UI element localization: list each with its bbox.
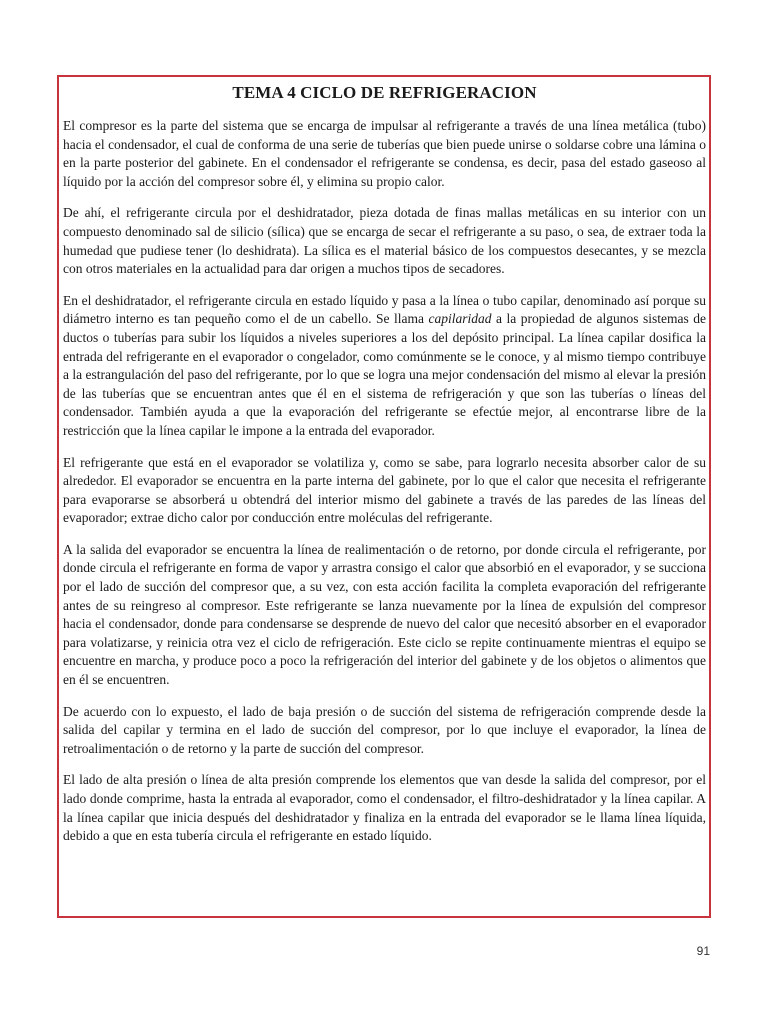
paragraph-evaporador: El refrigerante que está en el evaporador se volatiliza y, como se sabe, para lograrlo necesita absorber calor de su alrededor. El evaporador se encuentra en la parte interna del gabinete, por lo que el calor que necesita el refrigerante para evaporarse se absorberá u obtendrá del interior mismo del gabinete a través de las paredes de las líneas del evaporador; extrae dicho calor por conducción entre moléculas del refrigerante.	[63, 454, 706, 526]
paragraph-text: a la propiedad de algunos sistemas de ductos o tuberías para subir los líquidos a niveles superiores a los del depósito principal. La línea capilar dosifica la entrada del refrigerante en el evaporador o congelador, como comúnmente se le conoce, y al mismo tiempo contribuye a la estrangulación del paso del refrigerante, por lo que se logra una mejor condensación del mismo al elevar la presión de las tuberías que se encuentran antes que él en el sistema de refrigeración y que son las tuberías o líneas del condensador. También ayuda a que la evaporación del refrigerante se efectúe mejor, al encontrarse libre de la restricción que la línea capilar le impone a la entrada del evaporador.	[63, 311, 706, 438]
page-number: 91	[696, 944, 710, 958]
document-title: TEMA 4 CICLO DE REFRIGERACION	[232, 83, 537, 102]
content-frame	[57, 75, 711, 918]
paragraph-alta-presion: El lado de alta presión o línea de alta presión comprende los elementos que van desde la salida del compresor, por el lado donde comprime, hasta la entrada al evaporador, como el condensador, el filtro-deshidratador y la línea capilar. A la línea capilar que inicia después del deshidratador y finaliza en la entrada del evaporador se le llama línea líquida, debido a que en esta tubería circula el refrigerante en estado líquido.	[63, 772, 706, 844]
paragraph-deshidratador: De ahí, el refrigerante circula por el deshidratador, pieza dotada de finas mallas metálicas en su interior con un compuesto denominado sal de silicio (sílica) que se encarga de secar el refrigerante a su paso, o sea, de extraer toda la humedad que pudiese tener (lo deshidrata). La sílica es el material básico de los compuestos desecantes, y se mezcla con otros materiales en la actualidad para dar origen a muchos tipos de secadores.	[63, 205, 706, 277]
paragraph-text: En el deshidratador, el refrigerante circula en estado líquido y pasa a la línea o tubo capilar, denominado así porque su diámetro interno es tan pequeño como el de un cabello. Se llama	[63, 292, 706, 327]
emphasized-term: capilaridad	[428, 311, 492, 327]
paragraph-linea-capilar	[63, 292, 706, 441]
paragraph-retorno: A la salida del evaporador se encuentra la línea de realimentación o de retorno, por donde circula el refrigerante, por donde circula el refrigerante en forma de vapor y arrastra consigo el calor que absorbió en el evaporador, y se succiona por el lado de succión del compresor que, a su vez, con esta acción facilita la completa evaporación del refrigerante antes de su reingreso al compresor. Este refrigerante se lanza nuevamente por la línea de expulsión del compresor hacia el condensador, donde para condensarse se desprende de nuevo del calor que necesitó absorber en el evaporador para volatizarse, y reinicia otra vez el ciclo de refrigeración. Este ciclo se repite continuamente mientras el equipo se encuentre en marcha, y produce poco a poco la refrigeración del interior del gabinete y de los objetos o alimentos que en él se encuentren.	[63, 541, 706, 688]
paragraph-baja-presion: De acuerdo con lo expuesto, el lado de baja presión o de succión del sistema de refrigeración comprende desde la salida del capilar y termina en el lado de succión del compresor, por lo que incluye el evaporador, la línea de retroalimentación o de retorno y la parte de succión del compresor.	[63, 703, 706, 756]
paragraph-compresor: El compresor es la parte del sistema que se encarga de impulsar al refrigerante a través de una línea metálica (tubo) hacia el condensador, el cual de conforma de una serie de tuberías que bien puede unirse o soldarse cobre una lámina o en la parte posterior del gabinete. En el condensador el refrigerante se condensa, es decir, pasa del estado gaseoso al líquido por la acción del compresor sobre él, y elimina su propio calor.	[63, 118, 706, 189]
